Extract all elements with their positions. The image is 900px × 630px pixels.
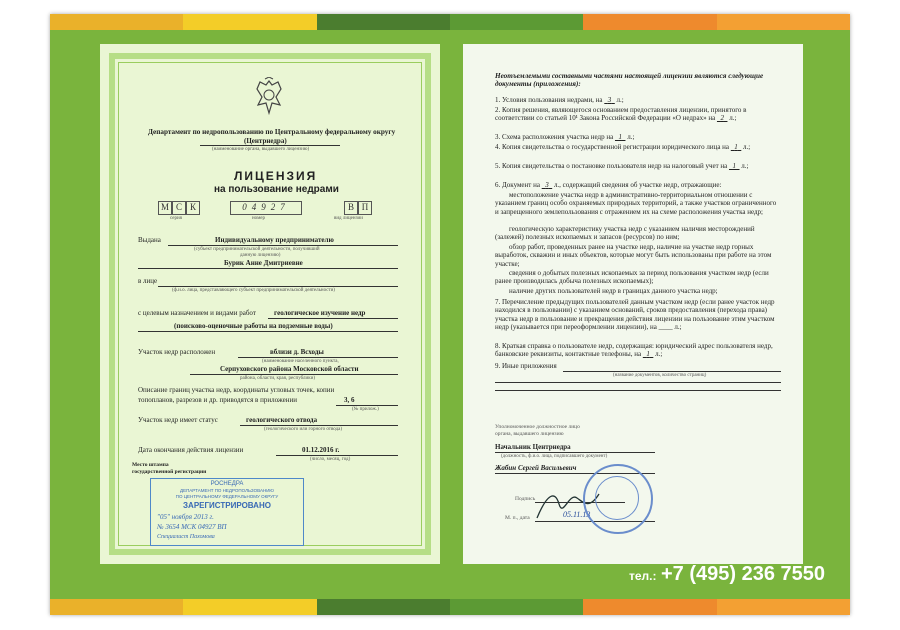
signature-label: Подпись: [515, 496, 536, 502]
status-label: Участок недр имеет статус: [138, 416, 218, 424]
official-label: Уполномоченное должностное лицо: [495, 424, 580, 430]
top-color-stripe: [50, 14, 850, 30]
department-name: Департамент по недропользованию по Центральному федеральному округу: [148, 128, 396, 136]
holder-name: Бурик Анне Дмитриевне: [224, 259, 303, 267]
registration-stamp: РОСНЕДРА ДЕПАРТАМЕНТ ПО НЕДРОПОЛЬЗОВАНИЮ ПО ЦЕНТРАЛЬНОМУ ФЕДЕРАЛЬНОМУ ОКРУГУ ЗАРЕГИСТРИРОВАНО "05" ноября 2013 г. № 3654 МСК 04927 ВП Специалист Пахомова: [150, 478, 304, 546]
item6-other-users: наличие других пользователей недр в границах данного участка недр;: [509, 287, 718, 295]
person-label: в лице: [138, 277, 158, 285]
appendix-item-7: 7. Перечисление предыдущих пользователей данным участком недр (если ранее участок недр находился в пользовании) с указанием оснований, сроков предоставления (перехода права) участка недр в пользование и прекращения действия лицензии на пользование этим участком недр (указывается при переоформлении лицензии), на ____ л.;: [495, 298, 775, 331]
issued-to: Индивидуальному предпринимателю: [215, 236, 334, 244]
issued-caption-2: данную лицензию): [240, 253, 281, 258]
series-letter-2: С: [172, 201, 186, 215]
official-label-2: органа, выдавшего лицензию: [495, 431, 564, 437]
purpose-details: (поисково-оценочные работы на подземные воды): [174, 322, 333, 330]
appendix-number: 3, 6: [344, 396, 355, 404]
date-label: М. п., дата: [505, 515, 530, 521]
series-label: серия: [170, 216, 182, 221]
purpose-label: с целевым назначением и видами работ: [138, 309, 256, 317]
district-caption: района, области, края, республики): [240, 376, 315, 381]
number-label: номер: [252, 216, 265, 221]
stamp-place-label-2: государственной регистрации: [132, 469, 207, 475]
expiry-caption: (число, месяц, год): [310, 457, 351, 462]
item6-geology: геологическую характеристику участка недр с указанием наличия месторождений (залежей) полезных ископаемых и запасов (ресурсов) по ним;: [495, 225, 755, 242]
expiry-label: Дата окончания действия лицензии: [138, 446, 244, 454]
type-label: вид лицензии: [334, 216, 363, 221]
purpose: геологическое изучение недр: [274, 309, 366, 317]
item6-survey: обзор работ, проведенных ранее на участке недр, наличие на участке недр горных выработок, скважин и иных объектов, которые могут быть использованы при работе на этом участке;: [495, 243, 772, 268]
contact-phone[interactable]: [629, 563, 825, 586]
appendix-item-9: 9. Иные приложения: [495, 362, 557, 370]
official-name: Жабин Сергей Васильевич: [495, 464, 577, 472]
appendix-page: [463, 44, 803, 564]
appendix-item-4: 4. Копия свидетельства о государственной регистрации юридического лица на 1 л.;: [495, 143, 751, 151]
item6-location: местоположение участка недр в административно-территориальном отношении с указанием границ особо охраняемых природных территорий, а также участков ограниченного и запрещенного землепользования с отражением их на схеме расположения участка недр;: [495, 191, 777, 216]
license-number: 04927: [230, 201, 302, 215]
coat-of-arms-icon: [252, 77, 286, 117]
location-label: Участок недр расположен: [138, 348, 216, 356]
signing-date: 05.11.13: [563, 510, 591, 519]
official-position: Начальник Центрнедра: [495, 443, 571, 451]
description-line-1: Описание границ участка недр, координаты угловых точек, копии: [138, 386, 335, 394]
license-title: ЛИЦЕНЗИЯ: [234, 169, 318, 183]
official-seal-icon: [583, 464, 653, 534]
license-subtitle: на пользование недрами: [214, 184, 339, 195]
location-caption: (наименование населенного пункта,: [262, 359, 339, 364]
appendix-heading: Неотъемлемыми составными частями настоящей лицензии являются следующие документы (приложения):: [495, 72, 764, 89]
series-letter-3: К: [186, 201, 200, 215]
type-letter-2: П: [358, 201, 372, 215]
item6-production: сведения о добытых полезных ископаемых за период пользования участком недр (если ранее производилась добыча полезных ископаемых);: [495, 269, 769, 286]
issued-caption: (субъект предпринимательской деятельности, получивший: [194, 247, 320, 252]
item9-caption: (название документов, количество страниц): [613, 373, 707, 378]
phone-prefix: тел.:: [629, 569, 657, 583]
appendix-caption: (№ прилож.): [352, 407, 379, 412]
bottom-color-stripe: [50, 599, 850, 615]
stamp-place-label: Место штампа: [132, 462, 169, 468]
appendix-item-8: 8. Краткая справка о пользователе недр, содержащая: юридический адрес пользователя недр, банковские реквизиты, контактные телефоны, на 1 л.;: [495, 342, 773, 359]
description-line-2: топопланов, разрезов и др. приводятся в приложении: [138, 396, 298, 404]
type-letter-1: В: [344, 201, 358, 215]
phone-number: +7 (495) 236 7550: [660, 563, 825, 585]
appendix-item-3: 3. Схема расположения участка недр на 1 л.;: [495, 133, 635, 141]
status-value: геологического отвода: [246, 416, 318, 424]
license-page: [100, 44, 440, 564]
location: вблизи д. Всходы: [270, 348, 324, 356]
issuer-caption: (наименование органа, выдавшего лицензию): [212, 147, 310, 152]
expiry-date: 01.12.2016 г.: [302, 446, 340, 454]
person-caption: (ф.и.о. лица, представляющего субъект предпринимательской деятельности): [172, 288, 335, 293]
position-caption: (должность, ф.и.о. лица, подписавшего документ): [501, 454, 608, 459]
appendix-item-1: 1. Условия пользования недрами, на 3 л.;: [495, 96, 624, 104]
series-letter-1: М: [158, 201, 172, 215]
district: Серпуховского района Московской области: [220, 365, 359, 373]
background-board: [50, 14, 850, 615]
status-caption: (геологического или горного отвода): [264, 427, 343, 432]
appendix-item-5: 5. Копия свидетельства о постановке пользователя недр на налоговый учет на 1 л.;: [495, 162, 749, 170]
appendix-item-6: 6. Документ на 3 л., содержащий сведения об участке недр, отражающие:: [495, 181, 722, 189]
department-short: (Центрнедра): [244, 137, 287, 145]
issued-label: Выдана: [138, 236, 161, 244]
appendix-item-2: 2. Копия решения, являющегося основанием предоставления лицензии, принятого в соответствии со статьей 10¹ Закона Российской Федерации «О недрах» на 2 л.;: [495, 106, 747, 123]
